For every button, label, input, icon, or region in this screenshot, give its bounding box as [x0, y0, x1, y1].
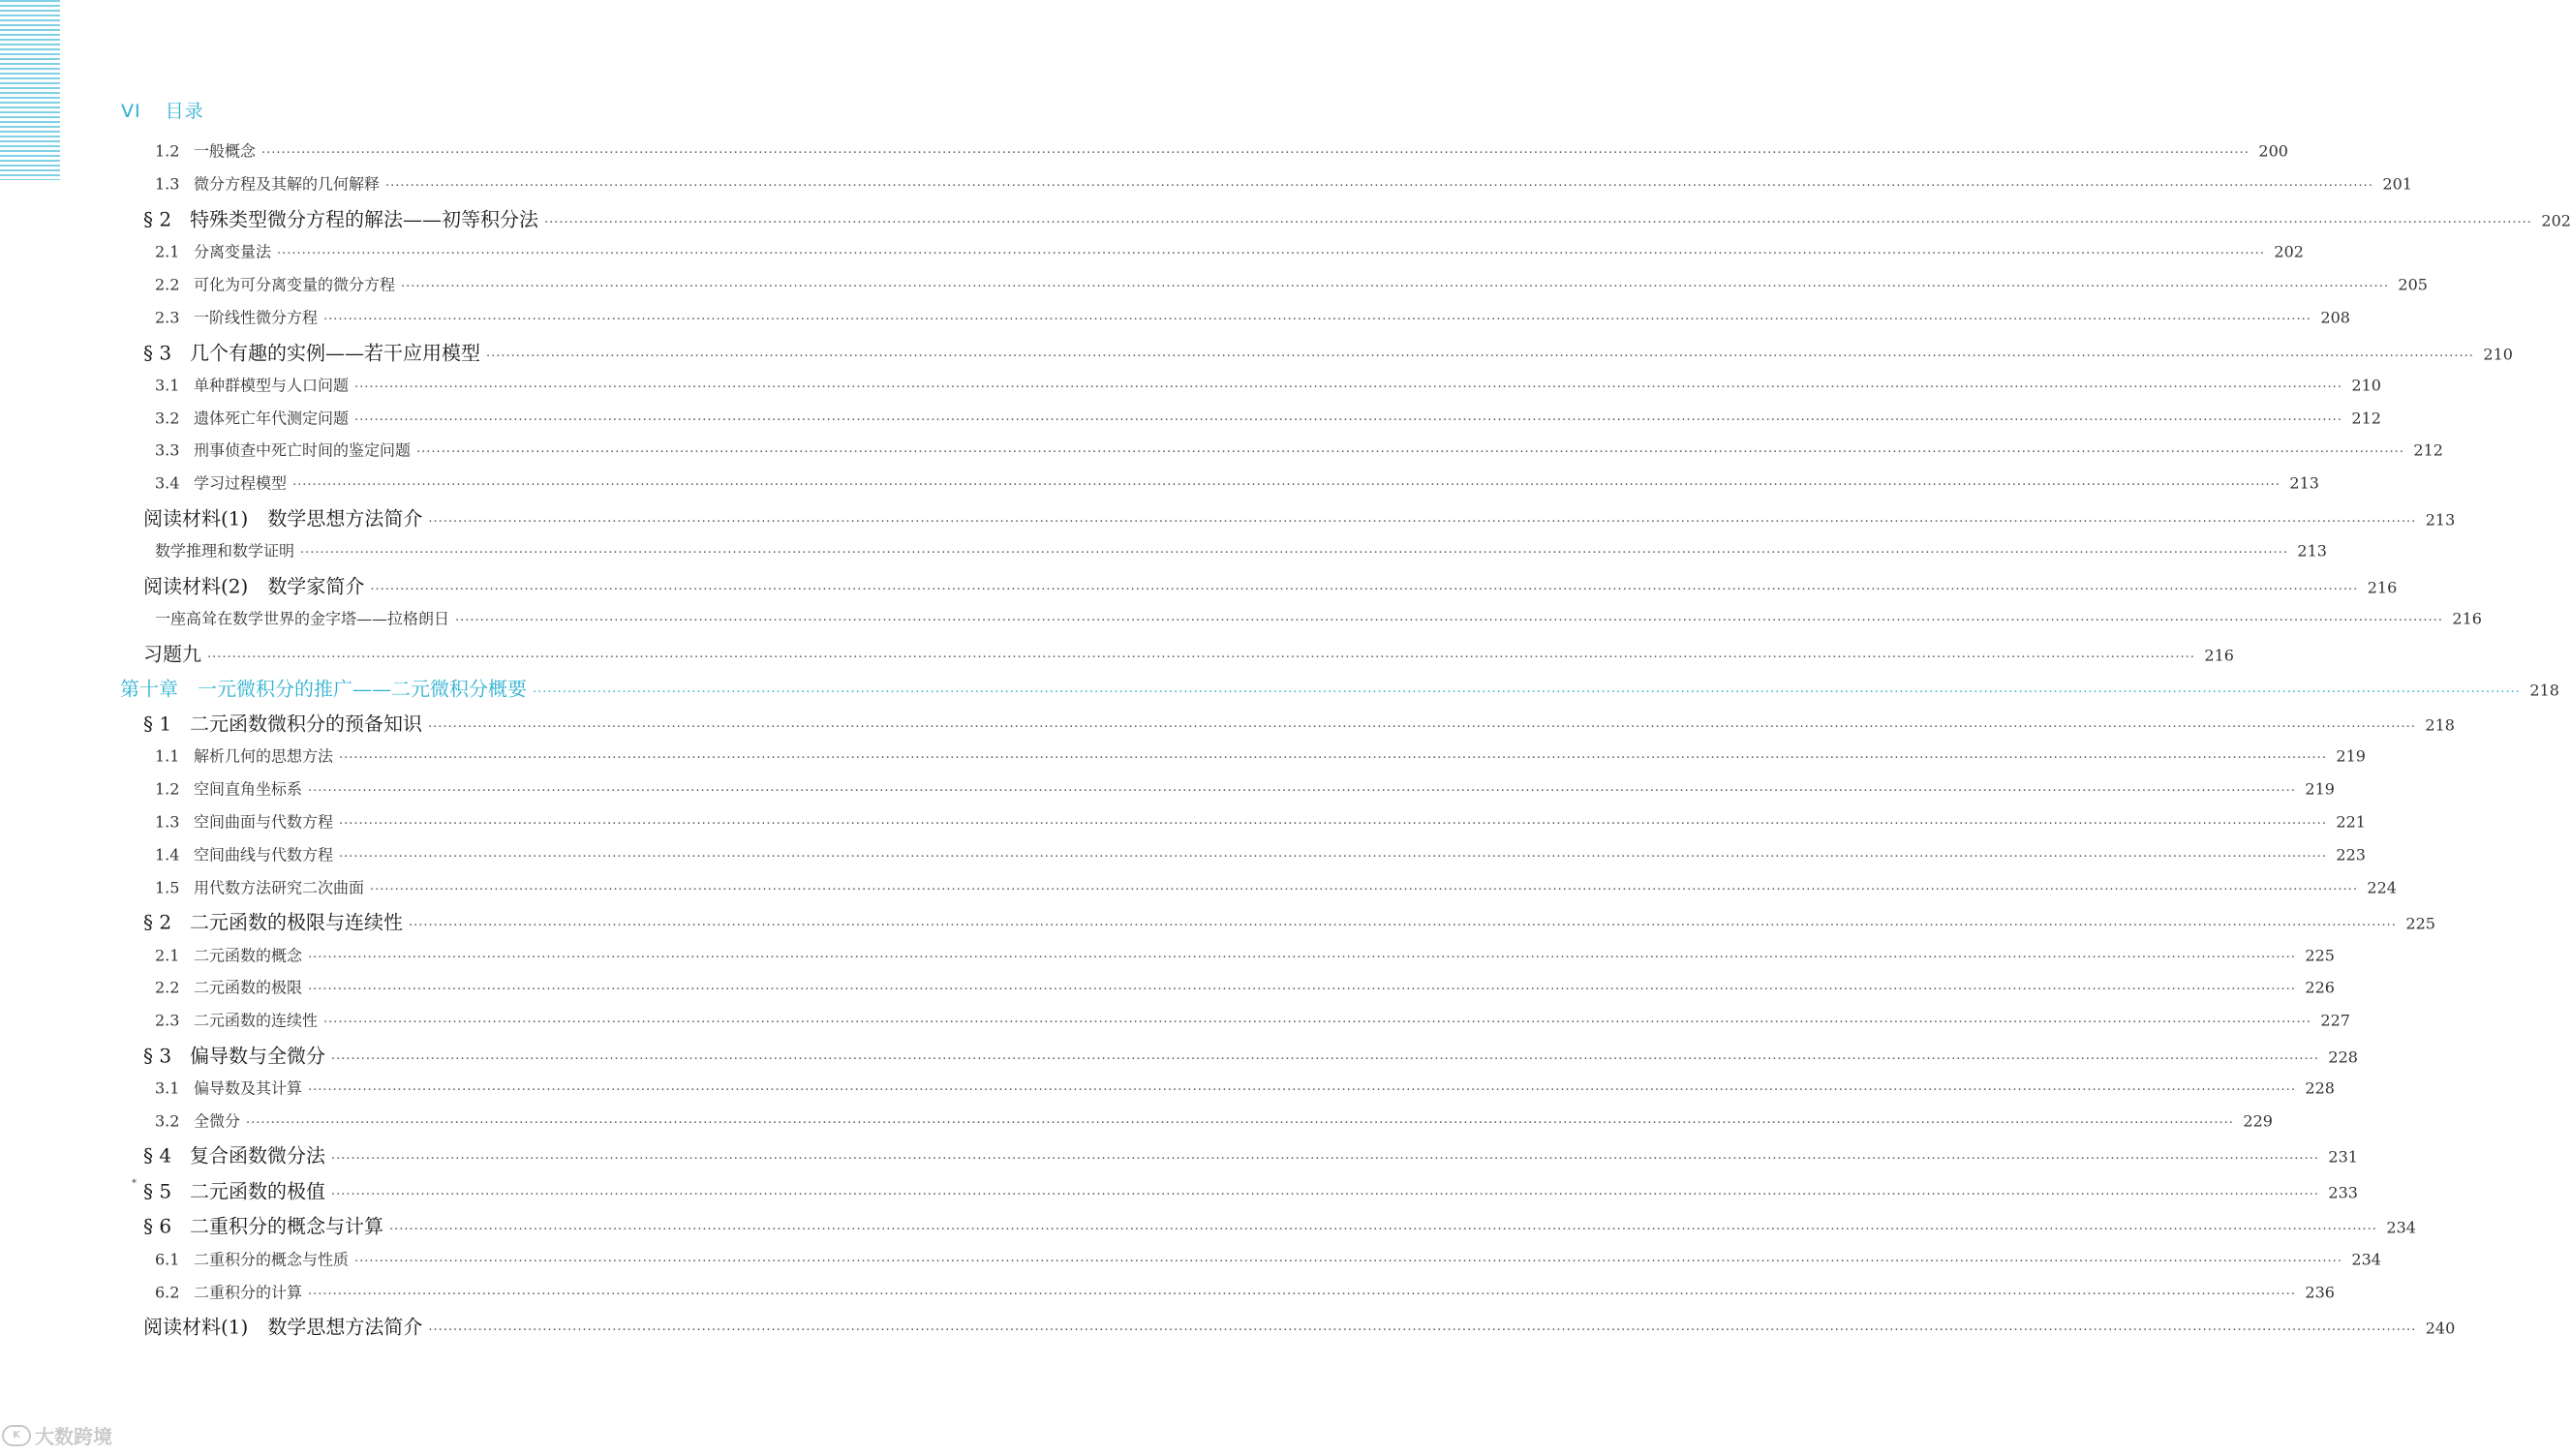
toc-leader-dots: ················································································································································································································································································································································································································ — [277, 246, 2265, 261]
toc-leader-dots: ················································································································································································································································································································································································································ — [308, 1287, 2296, 1302]
toc-leader-dots: ················································································································································································································································································································································································································ — [428, 1322, 2417, 1338]
toc-entry-number: 1.4 — [155, 845, 180, 864]
toc-entry[interactable] — [143, 571, 2398, 599]
toc-entry[interactable] — [155, 744, 2366, 767]
toc-entry-label — [155, 240, 271, 262]
toc-page-number: 228 — [2305, 1078, 2335, 1098]
toc-entry-label — [143, 204, 538, 232]
toc-entry[interactable] — [143, 1041, 2358, 1069]
toc-page-number: 212 — [2413, 440, 2443, 460]
toc-entry[interactable] — [155, 306, 2350, 328]
watermark-logo-icon: K — [2, 1425, 31, 1446]
toc-entry[interactable] — [155, 1109, 2273, 1132]
toc-entry-label — [143, 1312, 422, 1340]
toc-page-number: 216 — [2204, 646, 2234, 665]
toc-entry-title: 习题九 — [143, 642, 201, 666]
toc-page-number: 218 — [2425, 715, 2455, 735]
toc-page-number: 226 — [2305, 978, 2335, 997]
toc-entry-label — [143, 1176, 325, 1204]
toc-entry[interactable] — [155, 1009, 2350, 1031]
toc-entry[interactable] — [155, 777, 2335, 800]
toc-entry-label — [155, 607, 449, 629]
toc-entry-number: 3.3 — [155, 440, 180, 460]
toc-entry-label — [155, 777, 302, 800]
toc-entry-title: 复合函数微分法 — [190, 1143, 325, 1168]
toc-entry-number: § 5 — [143, 1179, 172, 1203]
toc-leader-dots: ················································································································································································································································································································································································································ — [354, 412, 2342, 428]
toc-entry-label — [155, 976, 302, 998]
toc-page-number: 202 — [2541, 211, 2571, 230]
toc-leader-dots: ················································································································································································································································································································································································································ — [428, 719, 2416, 735]
toc-entry-label — [155, 1109, 240, 1132]
toc-entry[interactable] — [143, 204, 2571, 232]
toc-leader-dots: ················································································································································································································································································································································································································ — [354, 1254, 2342, 1269]
toc-leader-dots: ················································································································································································································································································································································································································ — [409, 918, 2397, 933]
toc-page-number: 202 — [2274, 242, 2304, 261]
toc-page-number: 218 — [2529, 681, 2559, 700]
toc-leader-dots: ················································································································································································································································································································································································································ — [246, 1115, 2234, 1131]
watermark — [2, 1421, 112, 1449]
toc-entry[interactable] — [155, 407, 2381, 429]
toc-leader-dots: ················································································································································································································································································································································································································ — [339, 816, 2327, 832]
toc-entry-label — [155, 843, 333, 865]
toc-entry-title: 一般概念 — [194, 141, 257, 161]
toc-entry-label — [155, 810, 333, 833]
toc-entry[interactable] — [155, 539, 2327, 561]
toc-page-number: 208 — [2320, 308, 2350, 327]
toc-entry-number: 1.3 — [155, 174, 180, 194]
toc-entry-title: 二元函数的概念 — [194, 946, 303, 965]
toc-entry-title: 分离变量法 — [194, 242, 272, 261]
toc-entry-number: 2.1 — [155, 946, 180, 965]
toc-page-number: 201 — [2382, 174, 2412, 194]
toc-entry-label — [143, 1041, 325, 1069]
toc-leader-dots: ················································································································································································································································································································································································································ — [389, 1222, 2377, 1237]
toc-leader-dots: ················································································································································································································································································································································································································ — [385, 178, 2373, 194]
toc-entry[interactable] — [143, 709, 2455, 737]
toc-page-number: 221 — [2336, 812, 2366, 832]
toc-leader-dots: ················································································································································································································································································································································································································ — [544, 215, 2532, 230]
toc-entry[interactable] — [143, 1312, 2456, 1340]
toc-entry[interactable] — [155, 273, 2428, 295]
toc-entry-title: 一座高耸在数学世界的金字塔——拉格朗日 — [155, 609, 450, 628]
toc-entry-title: 空间曲面与代数方程 — [194, 812, 334, 832]
toc-entry[interactable] — [155, 607, 2482, 629]
toc-page-number: 225 — [2405, 914, 2435, 933]
toc-leader-dots: ················································································································································································································································································································································································································ — [416, 444, 2404, 460]
toc-entry-label — [143, 639, 201, 667]
toc-entry-number: 3.2 — [155, 409, 180, 428]
toc-leader-dots: ················································································································································································································································································································································································································ — [339, 750, 2327, 766]
toc-entry[interactable] — [155, 944, 2335, 966]
toc-entry-title: 解析几何的思想方法 — [194, 746, 334, 766]
toc-entry-label — [155, 407, 349, 429]
toc-entry[interactable] — [143, 503, 2456, 531]
toc-entry-title: 数学推理和数学证明 — [155, 541, 295, 561]
toc-entry[interactable] — [155, 876, 2397, 898]
toc-entry-title: 二元函数的极限 — [194, 978, 303, 997]
toc-leader-dots: ················································································································································································································································································································································································································ — [486, 349, 2474, 364]
toc-leader-dots: ················································································································································································································································································································································································································ — [331, 1151, 2319, 1167]
toc-page-number: 229 — [2243, 1111, 2273, 1131]
toc-leader-dots: ················································································································································································································································································································································································································ — [292, 477, 2280, 493]
toc-entry-number: 3.1 — [155, 1078, 180, 1098]
toc-leader-dots: ················································································································································································································································································································································································································ — [308, 982, 2296, 997]
toc-page-number: 228 — [2328, 1047, 2358, 1067]
toc-entry[interactable] — [155, 374, 2381, 396]
toc-page-number: 231 — [2328, 1147, 2358, 1167]
toc-entry-title: 阅读材料(1) 数学思想方法简介 — [143, 1315, 423, 1339]
toc-entry-number: § 3 — [143, 1044, 172, 1068]
toc-leader-dots: ················································································································································································································································································································································································································ — [331, 1187, 2319, 1202]
toc-page-number: 216 — [2367, 578, 2398, 597]
toc-entry-title: 二重积分的计算 — [194, 1283, 303, 1302]
toc-entry[interactable] — [155, 172, 2412, 195]
toc-page-number: 210 — [2351, 376, 2381, 395]
toc-leader-dots: ················································································································································································································································································································································································································ — [308, 1082, 2296, 1098]
toc-entry[interactable] — [143, 1211, 2416, 1239]
toc-leader-dots: ················································································································································································································································································································································································································ — [331, 1051, 2319, 1067]
toc-leader-dots: ················································································································································································································································································································································································································ — [370, 882, 2358, 897]
page-header — [121, 97, 204, 123]
toc-leader-dots: ················································································································································································································································································································································································································ — [455, 613, 2443, 628]
toc-page-number: 233 — [2328, 1183, 2358, 1202]
toc-entry-label — [155, 471, 287, 494]
toc-page-number: 234 — [2351, 1250, 2381, 1269]
toc-entry-label — [143, 907, 403, 935]
toc-entry-label — [155, 876, 364, 898]
toc-leader-dots: ················································································································································································································································································································································································································ — [308, 950, 2296, 965]
toc-page-number: 213 — [2425, 510, 2456, 530]
toc-page-number: 219 — [2336, 746, 2366, 766]
toc-leader-dots: ················································································································································································································································································································································································································ — [207, 650, 2195, 665]
toc-leader-dots: ················································································································································································································································································································································································································ — [401, 279, 2389, 294]
toc-entry-number: 2.2 — [155, 275, 180, 294]
toc-entry[interactable] — [155, 471, 2319, 494]
watermark-text: 大数跨境 — [35, 1425, 112, 1448]
toc-entry-number: 1.2 — [155, 779, 180, 799]
toc-entry[interactable] — [155, 976, 2335, 998]
toc-entry-number: § 2 — [143, 910, 172, 934]
toc-entry[interactable] — [155, 1248, 2381, 1270]
toc-entry-number: 1.2 — [155, 141, 180, 161]
toc-entry-number: § 1 — [143, 712, 172, 736]
toc-entry[interactable] — [155, 843, 2366, 865]
toc-entry-number: 6.1 — [155, 1250, 180, 1269]
toc-entry-label — [120, 674, 527, 702]
toc-entry-title: 几个有趣的实例——若干应用模型 — [190, 341, 480, 365]
toc-entry[interactable] — [143, 907, 2435, 935]
toc-page-number: 216 — [2452, 609, 2482, 628]
toc-entry-title: 二元函数的极限与连续性 — [190, 910, 403, 934]
toc-entry-label — [155, 374, 349, 396]
toc-page-number: 219 — [2305, 779, 2335, 799]
toc-entry-label — [143, 338, 480, 366]
toc-entry-number: 1.1 — [155, 746, 180, 766]
toc-page-number: 240 — [2425, 1319, 2456, 1338]
toc-entry-title: 一阶线性微分方程 — [194, 308, 319, 327]
toc-entry-label — [143, 1140, 325, 1168]
toc-entry-number: § 4 — [143, 1143, 172, 1168]
toc-entry-title: 刑事侦查中死亡时间的鉴定问题 — [194, 440, 412, 460]
toc-leader-dots: ················································································································································································································································································································································································································ — [261, 145, 2250, 161]
toc-page-number: 212 — [2351, 409, 2381, 428]
toc-entry-title: 微分方程及其解的几何解释 — [194, 174, 381, 194]
toc-leader-dots: ················································································································································································································································································································································································································ — [339, 849, 2327, 864]
toc-entry-label — [155, 1009, 318, 1031]
toc-entry-label — [155, 1281, 302, 1303]
toc-entry-label — [155, 172, 380, 195]
toc-entry-label — [143, 709, 422, 737]
toc-leader-dots: ················································································································································································································································································································································································································ — [370, 582, 2359, 597]
toc-entry-number: 1.3 — [155, 812, 180, 832]
toc-entry[interactable] — [120, 674, 2559, 702]
toc-entry-title: 二重积分的概念与计算 — [190, 1214, 383, 1238]
toc-leader-dots: ················································································································································································································································································································································································································ — [533, 684, 2521, 700]
toc-entry-title: 空间曲线与代数方程 — [194, 845, 334, 864]
toc-entry-title: 全微分 — [194, 1111, 241, 1131]
toc-entry-label — [155, 439, 411, 461]
toc-entry[interactable] — [155, 139, 2288, 162]
toc-entry[interactable] — [143, 338, 2513, 366]
toc-entry[interactable] — [143, 639, 2234, 667]
toc-page-number: 205 — [2398, 275, 2428, 294]
toc-entry-number: 3.4 — [155, 473, 180, 493]
toc-entry-label — [143, 503, 422, 531]
toc-leader-dots: ················································································································································································································································································································································································································ — [323, 312, 2311, 327]
toc-entry-title: 空间直角坐标系 — [194, 779, 303, 799]
toc-leader-dots: ················································································································································································································································································································································································································ — [300, 545, 2288, 561]
toc-entry-title: 二元函数的极值 — [190, 1179, 325, 1203]
toc-entry-title: 阅读材料(1) 数学思想方法简介 — [143, 506, 423, 531]
toc-entry-number: 2.2 — [155, 978, 180, 997]
toc-entry-number: § 2 — [143, 207, 172, 231]
toc-entry-number: 3.2 — [155, 1111, 180, 1131]
toc-entry-title: 学习过程模型 — [194, 473, 288, 493]
toc-page-number: 223 — [2336, 845, 2366, 864]
toc-entry-number: § 6 — [143, 1214, 172, 1238]
toc-entry-number: 1.5 — [155, 878, 180, 897]
toc-page-number: 213 — [2289, 473, 2319, 493]
toc-entry-label — [143, 1211, 383, 1239]
toc-entry-title: 第十章 一元微积分的推广——二元微积分概要 — [120, 677, 527, 701]
toc-entry-title: 特殊类型微分方程的解法——初等积分法 — [190, 207, 538, 231]
toc-entry-label — [155, 539, 294, 561]
toc-page-number: 210 — [2483, 345, 2513, 364]
toc-page-number: 227 — [2320, 1011, 2350, 1030]
toc-entry[interactable] — [143, 1140, 2358, 1168]
toc-page-number: 213 — [2297, 541, 2327, 561]
toc-entry-number: 3.1 — [155, 376, 180, 395]
toc-entry-title: 可化为可分离变量的微分方程 — [194, 275, 396, 294]
toc-entry-title: 二重积分的概念与性质 — [194, 1250, 350, 1269]
toc-entry[interactable] — [155, 1077, 2335, 1099]
toc-entry[interactable] — [155, 240, 2304, 262]
toc-entry-title: 偏导数与全微分 — [190, 1044, 325, 1068]
toc-entry-label — [155, 306, 318, 328]
toc-entry-title: 阅读材料(2) 数学家简介 — [143, 574, 365, 598]
page-number-roman: VI — [121, 101, 141, 122]
toc-entry-number: 2.3 — [155, 1011, 180, 1030]
toc-entry[interactable] — [155, 1281, 2335, 1303]
toc-entry-title: 单种群模型与人口问题 — [194, 376, 350, 395]
decorative-stripe — [0, 0, 60, 180]
toc-entry-title: 二元函数微积分的预备知识 — [190, 712, 422, 736]
toc-entry-title: 用代数方法研究二次曲面 — [194, 878, 365, 897]
toc-leader-dots: ················································································································································································································································································································································································································ — [323, 1015, 2311, 1030]
toc-entry-label — [155, 139, 256, 162]
toc-entry-number: 2.3 — [155, 308, 180, 327]
toc-entry-title: 遗体死亡年代测定问题 — [194, 409, 350, 428]
toc-page-number: 224 — [2367, 878, 2397, 897]
toc-entry-number: § 3 — [143, 341, 172, 365]
toc-entry[interactable] — [143, 1176, 2358, 1204]
toc-entry-number: 2.1 — [155, 242, 180, 261]
toc-entry[interactable] — [155, 810, 2366, 833]
toc-entry-label — [155, 273, 395, 295]
toc-entry-number: 6.2 — [155, 1283, 180, 1302]
toc-entry[interactable] — [155, 439, 2443, 461]
toc-entry-label — [155, 1077, 302, 1099]
toc-leader-dots: ················································································································································································································································································································································································································ — [428, 514, 2417, 530]
toc-leader-dots: ················································································································································································································································································································································································································ — [308, 783, 2296, 799]
toc-leader-dots: ················································································································································································································································································································································································································ — [354, 379, 2342, 395]
toc-page-number: 225 — [2305, 946, 2335, 965]
optional-marker: * — [132, 1178, 137, 1189]
toc-page-number: 234 — [2386, 1218, 2416, 1237]
toc-page-number: 236 — [2305, 1283, 2335, 1302]
toc-entry-label — [155, 1248, 349, 1270]
toc-entry-title: 偏导数及其计算 — [194, 1078, 303, 1098]
toc-page-number: 200 — [2258, 141, 2288, 161]
toc-entry-label — [155, 944, 302, 966]
toc-entry-title: 二元函数的连续性 — [194, 1011, 319, 1030]
toc-entry-label — [143, 571, 364, 599]
toc-entry-label — [155, 744, 333, 767]
page-title: 目录 — [165, 101, 204, 122]
